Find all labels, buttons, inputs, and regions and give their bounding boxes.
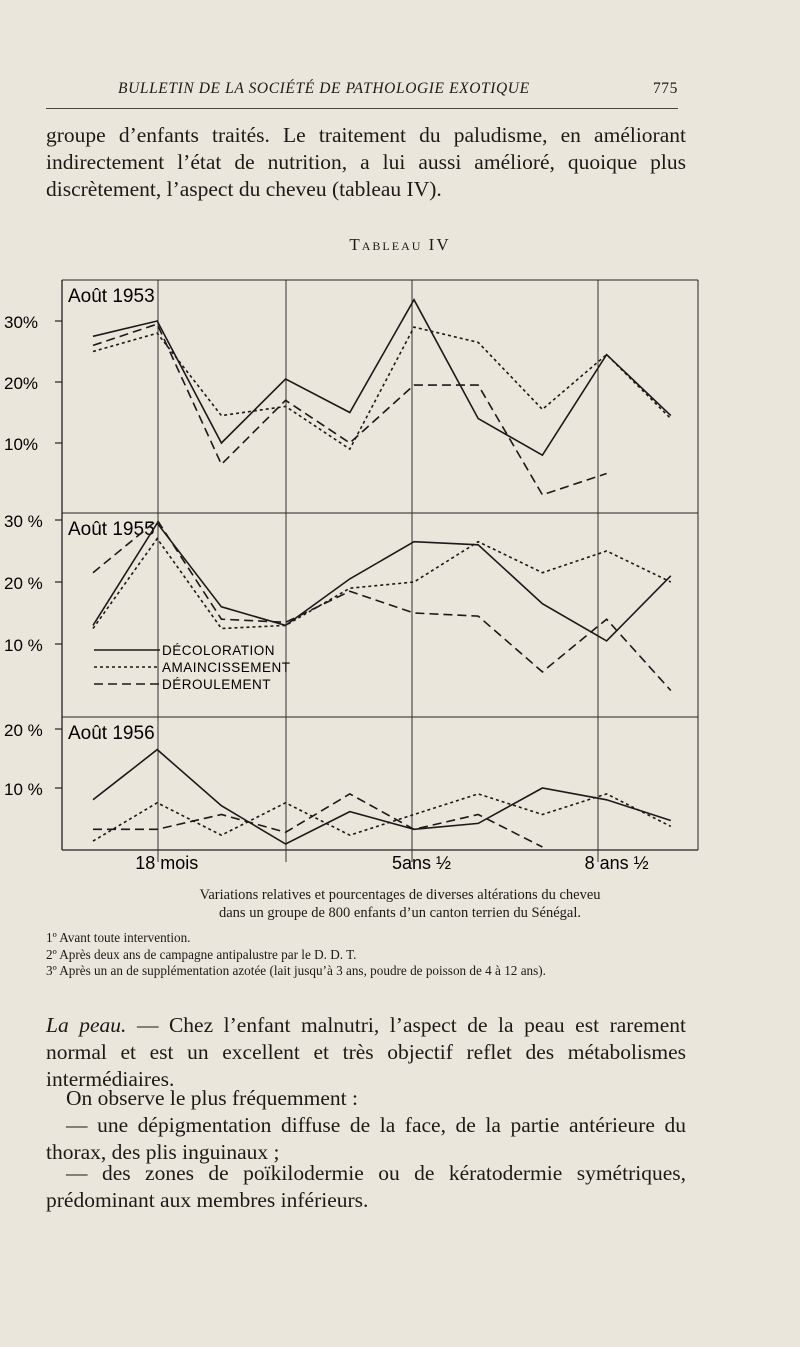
x-tick-label-2: 5ans ½ xyxy=(392,853,452,873)
page-number: 775 xyxy=(652,80,678,97)
series-line-3-déroulement xyxy=(93,794,542,847)
peau-title: La peau. xyxy=(46,1013,127,1037)
peau-text: — Chez l’enfant malnutri, l’aspect de la peau est rarement normal et est un excellent et très objectif reflet des métabolismes intermédiaires. xyxy=(46,1013,686,1091)
series-line-1-amaincissement xyxy=(93,327,671,449)
y-tick-label-3-1: 20 % xyxy=(4,721,43,740)
y-tick-label-2-2: 20 % xyxy=(4,574,43,593)
observe-paragraph: On observe le plus fréquemment : xyxy=(66,1086,358,1110)
y-tick-label-3-2: 10 % xyxy=(4,780,43,799)
series-line-3-décoloration xyxy=(93,750,671,844)
intro-paragraph: groupe d’enfants traités. Le traitement du paludisme, en améliorant indirectement l’état de nutrition, a lui aussi amélioré, quoique plus discrètement, l’aspect du cheveu (tableau IV). xyxy=(46,123,686,201)
y-tick-label-1-1: 30% xyxy=(4,313,39,332)
hair-alteration-chart xyxy=(0,270,800,880)
figure-notes xyxy=(46,930,746,980)
legend-label-1: DÉCOLORATION xyxy=(162,643,276,658)
note-1: 1º Avant toute intervention. xyxy=(46,930,191,945)
peau-paragraph xyxy=(46,1012,686,1093)
y-tick-label-1-2: 20% xyxy=(4,374,39,393)
x-tick-label-3: 8 ans ½ xyxy=(584,853,649,873)
header-rule xyxy=(46,108,678,109)
caption-line-2: dans un groupe de 800 enfants d’un canton terrien du Sénégal. xyxy=(219,905,581,921)
y-tick-label-1-3: 10% xyxy=(4,435,39,454)
table-title: Tableau IV xyxy=(349,235,451,254)
series-line-3-amaincissement xyxy=(93,794,671,841)
note-3: 3º Après un an de supplémentation azotée (lait jusqu’à 3 ans, poudre de poisson de 4 à 12 ans). xyxy=(46,963,546,978)
series-line-1-déroulement xyxy=(93,324,607,495)
y-tick-label-2-1: 30 % xyxy=(4,512,43,531)
x-tick-label-1: 18 mois xyxy=(135,853,199,873)
panel-title-1: Août 1953 xyxy=(68,286,155,307)
legend-label-2: AMAINCISSEMENT xyxy=(162,660,291,675)
list-item-2: — des zones de poïkilodermie ou de kératodermie symétriques, prédominant aux membres inférieurs. xyxy=(46,1161,686,1212)
journal-title: BULLETIN DE LA SOCIÉTÉ DE PATHOLOGIE EXOTIQUE xyxy=(118,80,530,97)
figure-caption xyxy=(0,886,800,922)
running-header xyxy=(118,80,678,104)
y-tick-label-2-3: 10 % xyxy=(4,636,43,655)
series-line-1-décoloration xyxy=(93,300,671,456)
note-2: 2º Après deux ans de campagne antipalustre par le D. D. T. xyxy=(46,946,357,962)
panel-title-3: Août 1956 xyxy=(68,723,155,744)
legend-label-3: DÉROULEMENT xyxy=(162,677,272,692)
list-item-1: — une dépigmentation diffuse de la face, de la partie antérieure du thorax, des plis inguinaux ; xyxy=(46,1113,686,1164)
series-line-2-décoloration xyxy=(93,523,671,641)
caption-line-1: Variations relatives et pourcentages de diverses altérations du cheveu xyxy=(199,887,601,903)
panel-title-2: Août 1955 xyxy=(68,519,155,540)
